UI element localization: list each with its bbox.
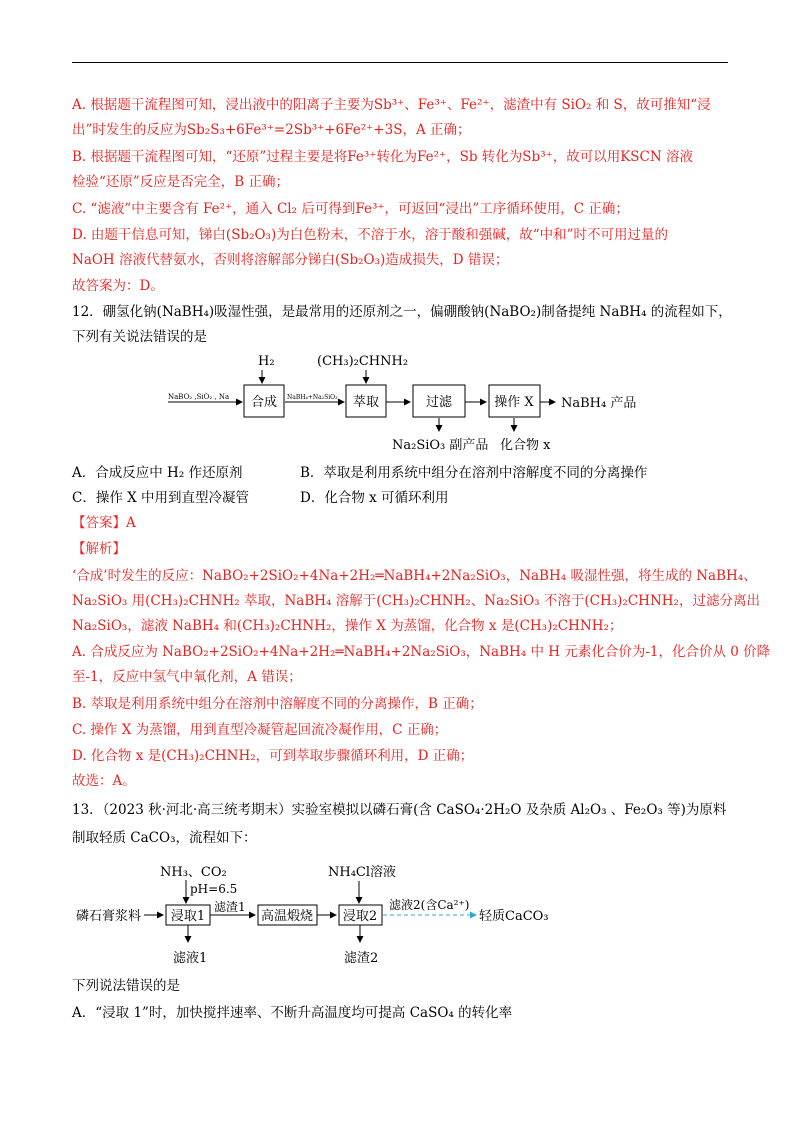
q12-option-d-explain: D. 化合物 x 是(CH₃)₂CHNH₂，可到萃取步骤循环利用，D 正确； [72, 748, 474, 764]
q13-stem-line2: 制取轻质 CaCO₃，流程如下： [72, 830, 257, 846]
q13-out1-label: 滤液1 [173, 951, 208, 966]
q13-reagent2-label: NH₄Cl溶液 [328, 865, 397, 880]
q12-answer: 【答案】A [72, 515, 136, 531]
q12-explain-line3: Na₂SiO₃，滤液 NaBH₄ 和(CH₃)₂CHNH₂，操作 X 为蒸馏，化合物 x 是(CH₃)₂CHNH₂； [72, 618, 623, 634]
q13-stem-line1: 13．（2023 秋·河北·高三统考期末）实验室模拟以磷石膏(含 CaSO₄·2H₂O 及杂质 Al₂O₃ 、Fe₂O₃ 等)为原料 [72, 802, 727, 818]
q13-box-leach1-label: 浸取1 [170, 909, 206, 924]
q12-conclusion: 故选：A。 [72, 773, 136, 789]
q11-option-a-line1: A. 根据题干流程图可知，浸出液中的阳离子主要为Sb³⁺、Fe³⁺、Fe²⁺，滤渣中有 SiO₂ 和 S，故可推知“浸 [72, 97, 711, 113]
q12-box-filtration-label: 过滤 [425, 395, 453, 410]
q12-analysis-heading: 【解析】 [72, 541, 126, 557]
q12-option-a-explain-line1: A. 合成反应为 NaBO₂+2SiO₂+4Na+2H₂═NaBH₄+2Na₂SiO₃，NaBH₄ 中 H 元素化合价为-1，化合价从 0 价降 [72, 644, 771, 660]
q12-explain-line1: ‘合成’时发生的反应：NaBO₂+2SiO₂+4Na+2H₂═NaBH₄+2Na₂SiO₃，NaBH₄ 吸湿性强，将生成的 NaBH₄、 [72, 568, 757, 584]
q13-stem-line3: 下列说法错误的是 [72, 978, 180, 994]
q11-option-b-line1: B. 根据题干流程图可知，“还原”过程主要是将Fe³⁺转化为Fe²⁺，Sb 转化为Sb³⁺，故可以用KSCN 溶液 [72, 149, 693, 165]
q12-box-synthesis-label: 合成 [250, 395, 278, 410]
q12-option-b-explain: B. 萃取是利用系统中组分在溶剂中溶解度不同的分离操作，B 正确； [72, 696, 483, 712]
q13-product-label: 轻质CaCO₃ [479, 909, 549, 924]
q12-option-a: A．合成反应中 H₂ 作还原剂 [72, 465, 243, 481]
q13-arrow1-label: 滤渣1 [214, 900, 246, 914]
q13-reagent1-label: NH₃、CO₂ [160, 865, 227, 880]
q11-option-d-line2: NaOH 溶液代替氨水，否则将溶解部分锑白(Sb₂O₃)造成损失，D 错误； [72, 252, 509, 268]
q11-option-b-line2: 检验“还原”反应是否完全，B 正确； [72, 174, 290, 190]
q12-option-c-explain: C. 操作 X 为蒸馏，用到直型冷凝管起回流冷凝作用，C 正确； [72, 722, 448, 738]
q12-option-b: B．萃取是利用系统中组分在溶剂中溶解度不同的分离操作 [300, 465, 648, 481]
q12-mid-label: NaBH₄+Na₂SiO₃ [287, 394, 338, 401]
q13-ph-label: pH=6.5 [190, 882, 238, 896]
q13-box-calcine-label: 高温煅烧 [260, 909, 314, 924]
q13-arrow2-label: 滤液2(含Ca²⁺) [389, 898, 470, 912]
q12-option-a-explain-line2: 至-1，反应中氢气中氧化剂，A 错误； [72, 669, 302, 685]
q12-product-label: NaBH₄ 产品 [561, 396, 637, 411]
q12-option-d: D．化合物 x 可循环利用 [300, 490, 449, 506]
q11-option-a-line2: 出”时发生的反应为Sb₂S₃+6Fe³⁺=2Sb³⁺+6Fe²⁺+3S，A 正确； [72, 122, 471, 138]
q11-option-c: C. “滤液”中主要含有 Fe²⁺，通入 Cl₂ 后可得到Fe³⁺，可返回“浸出”工序循环使用，C 正确； [72, 201, 629, 217]
q12-input-label: NaBO₂ ,SiO₂ , Na [168, 393, 230, 401]
q12-box-extraction-label: 萃取 [352, 395, 380, 410]
q13-input-label: 磷石膏浆料 [76, 909, 142, 924]
q12-option-c: C．操作 X 中用到直型冷凝管 [72, 490, 250, 506]
q12-stem-line1: 12．硼氢化钠(NaBH₄)吸湿性强，是最常用的还原剂之一，偏硼酸钠(NaBO₂)制备提纯 NaBH₄ 的流程如下， [72, 304, 732, 320]
q13-option-a: A．“浸取 1”时，加快搅拌速率、不断升高温度均可提高 CaSO₄ 的转化率 [72, 1005, 513, 1021]
q12-explain-line2: Na₂SiO₃ 用(CH₃)₂CHNH₂ 萃取，NaBH₄ 溶解于(CH₃)₂CHNH₂、Na₂SiO₃ 不溶于(CH₃)₂CHNH₂，过滤分离出 [72, 593, 760, 609]
q12-h2-label: H₂ [258, 354, 275, 369]
q12-solvent-label: (CH₃)₂CHNH₂ [317, 354, 409, 369]
q12-box-operation-x-label: 操作 X [494, 395, 534, 410]
q12-byproduct2-label: 化合物 x [500, 438, 551, 453]
q11-option-d-line1: D. 由题干信息可知，锑白(Sb₂O₃)为白色粉末，不溶于水，溶于酸和强碱，故“中和”时不可用过量的 [72, 227, 669, 243]
q13-box-leach2-label: 浸取2 [342, 909, 378, 924]
q12-stem-line2: 下列有关说法错误的是 [72, 329, 207, 345]
q12-byproduct1-label: Na₂SiO₃ 副产品 [392, 438, 489, 453]
q11-conclusion: 故答案为：D。 [72, 278, 164, 294]
q13-out2-label: 滤渣2 [344, 951, 379, 966]
